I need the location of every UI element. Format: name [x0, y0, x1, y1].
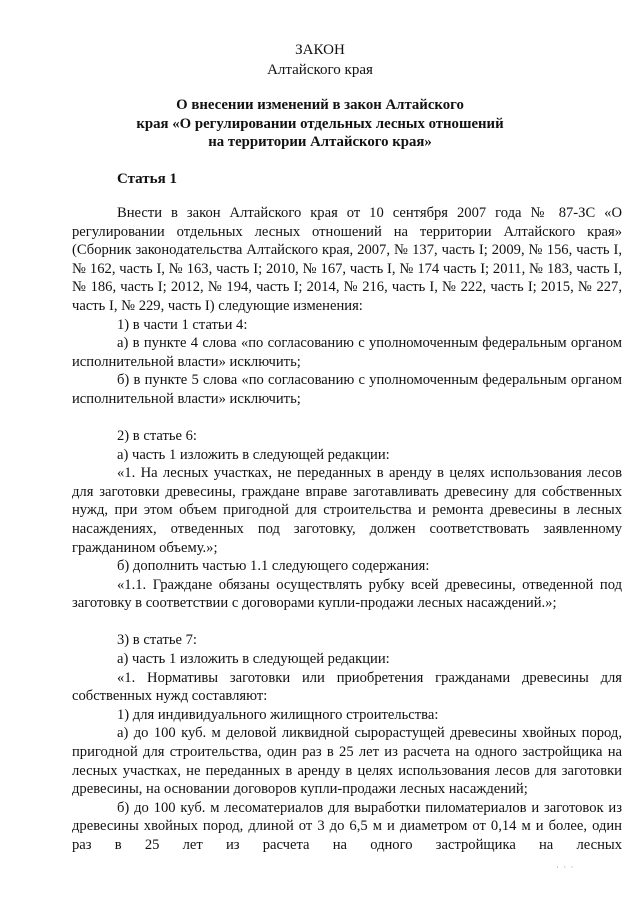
law-heading-line: на территории Алтайского края»: [208, 134, 432, 150]
paragraph-quote-1-1: «1.1. Граждане обязаны осуществлять рубку всей древесины, отведенной под заготовку в соответствии с договорами купли-продажи лесных насаждений.»;: [72, 576, 622, 612]
paragraph-item-3a: а) часть 1 изложить в следующей редакции:: [117, 651, 390, 668]
paragraph-intro: Внести в закон Алтайского края от 10 сентября 2007 года № 87-ЗС «О регулировании отдельных лесных отношений на территории Алтайского края» (Сборник законодательства Алтайского края, 2007, № 137, часть I; 2009, № 156, часть I, № 162, часть I, № 163, часть I; 2010, № 167, часть I, № 174 часть I; 2011, № 183, часть I, № 186, часть I; 2012, № 194, часть I; 2014, № 216, часть I, № 222, часть I; 2015, № 227, часть I, № 229, часть I) следующие изменения:: [72, 205, 622, 314]
paragraph-gap: [72, 409, 622, 428]
document-subtitle: Алтайского края: [267, 62, 373, 78]
scan-mark: · · ·: [556, 862, 575, 872]
law-heading-line: О внесении изменений в закон Алтайского: [176, 97, 464, 113]
document-title-block: [0, 40, 640, 80]
paragraph-item-1a: а) в пункте 4 слова «по согласованию с уполномоченным федеральным органом исполнительной власти» исключить;: [72, 335, 622, 370]
paragraph-norms-1a: а) до 100 куб. м деловой ликвидной сырорастущей древесины хвойных пород, пригодной для строительства, один раз в 25 лет из расчета на одного застройщика на лесных участках, не переданных в аренду в целях использования лесов для заготовки древесины, на основании договоров купли-продажи лесных насаждений;: [72, 725, 622, 798]
document-title: ЗАКОН: [295, 42, 345, 58]
paragraph-quote-1: «1. На лесных участках, не переданных в аренду в целях использования лесов для заготовки древесины, граждане вправе заготавливать древесину для собственных нужд, при этом объем пригодной для строительства и ремонта древесины в лесных насаждениях, отведенных под заготовку, должен соответствовать заявленному гражданином объему.»;: [72, 465, 622, 556]
paragraph-item-1: 1) в части 1 статьи 4:: [117, 316, 248, 333]
paragraph-item-3: 3) в статье 7:: [117, 632, 197, 649]
paragraph-norms: «1. Нормативы заготовки или приобретения гражданами древесины для собственных нужд составляют:: [72, 669, 622, 705]
paragraph-norms-1: 1) для индивидуального жилищного строительства:: [117, 706, 439, 723]
paragraph-item-1b: б) в пункте 5 слова «по согласованию с уполномоченным федеральным органом исполнительной власти» исключить;: [72, 372, 622, 407]
paragraph-norms-1b: б) до 100 куб. м лесоматериалов для выработки пиломатериалов и заготовок из древесины хвойных пород, длиной от 3 до 6,5 м и диаметром от 0,14 м и более, один раз в 25 лет из расчета на одного застройщика на лесных: [72, 799, 622, 853]
paragraph-item-2b: б) дополнить частью 1.1 следующего содержания:: [117, 558, 430, 575]
paragraph-item-2a: а) часть 1 изложить в следующей редакции:: [117, 446, 390, 463]
article-title: Статья 1: [117, 171, 177, 187]
article-body: [72, 204, 622, 855]
paragraph-item-2: 2) в статье 6:: [117, 428, 197, 445]
law-heading: [0, 96, 640, 152]
paragraph-gap: [72, 613, 622, 632]
law-heading-line: края «О регулировании отдельных лесных отношений: [136, 115, 504, 132]
